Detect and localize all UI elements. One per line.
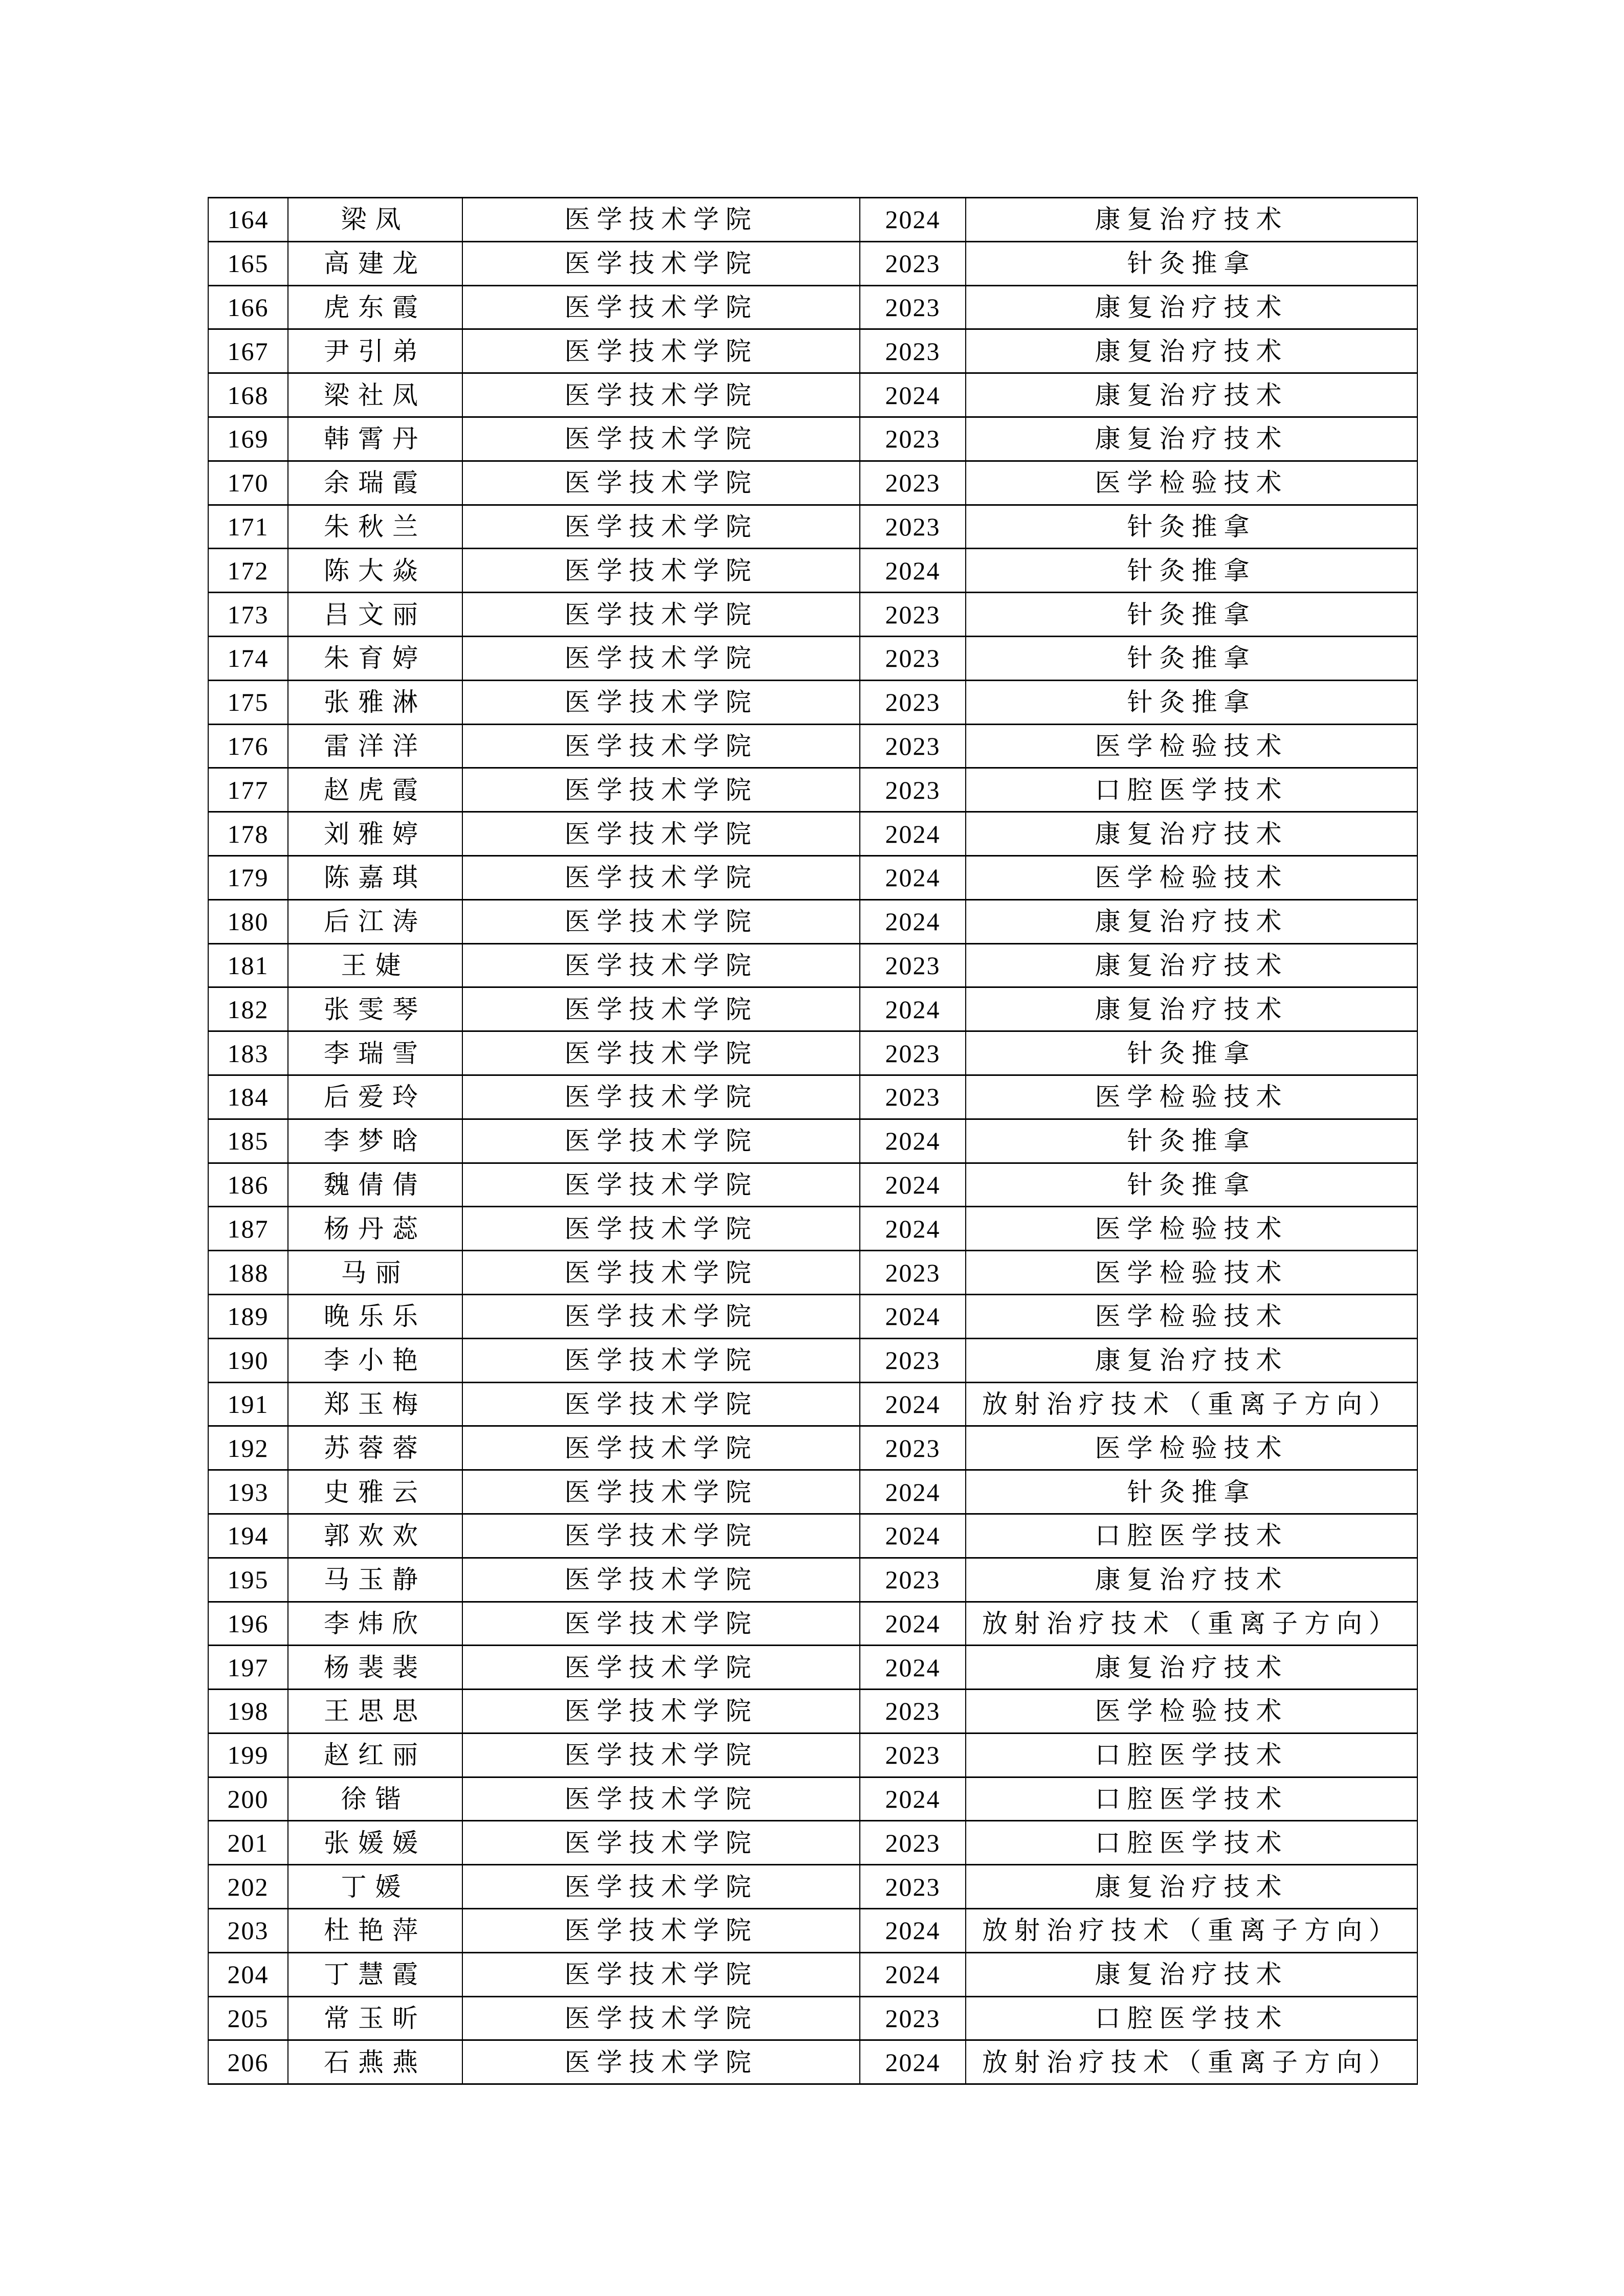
cell-year: 2023: [860, 1075, 966, 1119]
table-row: [208, 1382, 1417, 1426]
cell-name: 陈嘉琪: [288, 856, 462, 899]
cell-year: 2023: [860, 1558, 966, 1602]
cell-index: 166: [208, 285, 288, 329]
cell-name: 杨裴裴: [288, 1646, 462, 1690]
cell-college: 医学技术学院: [462, 2040, 860, 2084]
cell-major: 康复治疗技术: [966, 1952, 1417, 1996]
cell-index: 205: [208, 1996, 288, 2040]
cell-year: 2024: [860, 2040, 966, 2084]
cell-major: 针灸推拿: [966, 505, 1417, 549]
cell-year: 2023: [860, 461, 966, 505]
cell-year: 2023: [860, 1821, 966, 1865]
cell-name: 余瑞霞: [288, 461, 462, 505]
table-row: [208, 1558, 1417, 1602]
cell-major: 口腔医学技术: [966, 1777, 1417, 1821]
table-row: [208, 636, 1417, 680]
cell-college: 医学技术学院: [462, 549, 860, 593]
cell-name: 丁慧霞: [288, 1952, 462, 1996]
cell-major: 医学检验技术: [966, 1207, 1417, 1251]
cell-index: 169: [208, 417, 288, 461]
cell-college: 医学技术学院: [462, 680, 860, 724]
cell-major: 针灸推拿: [966, 1031, 1417, 1075]
cell-major: 口腔医学技术: [966, 1514, 1417, 1558]
cell-index: 206: [208, 2040, 288, 2084]
cell-major: 放射治疗技术（重离子方向）: [966, 1382, 1417, 1426]
cell-name: 郑玉梅: [288, 1382, 462, 1426]
cell-major: 医学检验技术: [966, 1075, 1417, 1119]
cell-major: 医学检验技术: [966, 1251, 1417, 1295]
cell-major: 康复治疗技术: [966, 1558, 1417, 1602]
cell-college: 医学技术学院: [462, 593, 860, 637]
cell-major: 医学检验技术: [966, 1294, 1417, 1338]
cell-college: 医学技术学院: [462, 1251, 860, 1295]
cell-major: 口腔医学技术: [966, 1996, 1417, 2040]
cell-index: 170: [208, 461, 288, 505]
table-row: [208, 549, 1417, 593]
cell-year: 2023: [860, 1865, 966, 1909]
cell-year: 2023: [860, 329, 966, 373]
cell-index: 192: [208, 1426, 288, 1470]
table-row: [208, 1470, 1417, 1514]
cell-college: 医学技术学院: [462, 1294, 860, 1338]
cell-year: 2023: [860, 505, 966, 549]
cell-college: 医学技术学院: [462, 241, 860, 285]
cell-major: 针灸推拿: [966, 636, 1417, 680]
cell-year: 2023: [860, 724, 966, 768]
table-row: [208, 1602, 1417, 1646]
cell-year: 2023: [860, 1996, 966, 2040]
cell-college: 医学技术学院: [462, 417, 860, 461]
student-roster-table: [208, 197, 1418, 2085]
cell-year: 2023: [860, 768, 966, 812]
cell-major: 康复治疗技术: [966, 1646, 1417, 1690]
cell-index: 172: [208, 549, 288, 593]
table-row: [208, 505, 1417, 549]
cell-index: 181: [208, 943, 288, 987]
cell-college: 医学技术学院: [462, 1602, 860, 1646]
cell-college: 医学技术学院: [462, 1031, 860, 1075]
cell-index: 176: [208, 724, 288, 768]
cell-major: 医学检验技术: [966, 724, 1417, 768]
cell-college: 医学技术学院: [462, 943, 860, 987]
cell-year: 2023: [860, 285, 966, 329]
cell-name: 李炜欣: [288, 1602, 462, 1646]
cell-major: 针灸推拿: [966, 1163, 1417, 1207]
cell-college: 医学技术学院: [462, 329, 860, 373]
cell-college: 医学技术学院: [462, 768, 860, 812]
cell-major: 针灸推拿: [966, 1470, 1417, 1514]
cell-name: 刘雅婷: [288, 812, 462, 856]
cell-major: 针灸推拿: [966, 593, 1417, 637]
cell-major: 口腔医学技术: [966, 1733, 1417, 1777]
cell-major: 康复治疗技术: [966, 987, 1417, 1031]
cell-college: 医学技术学院: [462, 1426, 860, 1470]
cell-year: 2023: [860, 943, 966, 987]
table-row: [208, 1294, 1417, 1338]
cell-year: 2024: [860, 856, 966, 899]
table-row: [208, 680, 1417, 724]
table-row: [208, 943, 1417, 987]
cell-major: 康复治疗技术: [966, 812, 1417, 856]
cell-name: 史雅云: [288, 1470, 462, 1514]
cell-name: 晚乐乐: [288, 1294, 462, 1338]
cell-college: 医学技术学院: [462, 1470, 860, 1514]
cell-college: 医学技术学院: [462, 1163, 860, 1207]
cell-college: 医学技术学院: [462, 198, 860, 242]
cell-major: 针灸推拿: [966, 549, 1417, 593]
cell-name: 梁凤: [288, 198, 462, 242]
cell-index: 191: [208, 1382, 288, 1426]
cell-year: 2023: [860, 1426, 966, 1470]
table-row: [208, 1909, 1417, 1953]
cell-major: 口腔医学技术: [966, 1821, 1417, 1865]
cell-college: 医学技术学院: [462, 1514, 860, 1558]
cell-index: 193: [208, 1470, 288, 1514]
cell-year: 2023: [860, 241, 966, 285]
cell-name: 雷洋洋: [288, 724, 462, 768]
table-row: [208, 241, 1417, 285]
cell-major: 医学检验技术: [966, 1426, 1417, 1470]
cell-name: 徐锴: [288, 1777, 462, 1821]
cell-major: 康复治疗技术: [966, 198, 1417, 242]
cell-name: 李小艳: [288, 1338, 462, 1382]
cell-college: 医学技术学院: [462, 899, 860, 943]
cell-major: 康复治疗技术: [966, 899, 1417, 943]
cell-year: 2023: [860, 1338, 966, 1382]
cell-name: 吕文丽: [288, 593, 462, 637]
cell-major: 康复治疗技术: [966, 329, 1417, 373]
table-row: [208, 2040, 1417, 2084]
cell-college: 医学技术学院: [462, 1207, 860, 1251]
table-row: [208, 373, 1417, 417]
cell-college: 医学技术学院: [462, 636, 860, 680]
cell-index: 183: [208, 1031, 288, 1075]
cell-index: 195: [208, 1558, 288, 1602]
cell-year: 2024: [860, 987, 966, 1031]
table-row: [208, 1251, 1417, 1295]
cell-college: 医学技术学院: [462, 373, 860, 417]
cell-index: 199: [208, 1733, 288, 1777]
table-body: [208, 198, 1417, 2084]
cell-college: 医学技术学院: [462, 1119, 860, 1163]
cell-college: 医学技术学院: [462, 856, 860, 899]
cell-index: 189: [208, 1294, 288, 1338]
cell-major: 康复治疗技术: [966, 373, 1417, 417]
cell-major: 针灸推拿: [966, 1119, 1417, 1163]
cell-college: 医学技术学院: [462, 1996, 860, 2040]
cell-name: 后江涛: [288, 899, 462, 943]
cell-index: 190: [208, 1338, 288, 1382]
cell-name: 苏蓉蓉: [288, 1426, 462, 1470]
cell-name: 后爱玲: [288, 1075, 462, 1119]
cell-name: 丁媛: [288, 1865, 462, 1909]
cell-index: 200: [208, 1777, 288, 1821]
cell-year: 2024: [860, 1909, 966, 1953]
cell-name: 赵红丽: [288, 1733, 462, 1777]
cell-year: 2023: [860, 680, 966, 724]
cell-major: 康复治疗技术: [966, 1338, 1417, 1382]
cell-index: 168: [208, 373, 288, 417]
cell-major: 医学检验技术: [966, 461, 1417, 505]
cell-college: 医学技术学院: [462, 987, 860, 1031]
cell-name: 尹引弟: [288, 329, 462, 373]
cell-year: 2023: [860, 1690, 966, 1734]
cell-year: 2023: [860, 1251, 966, 1295]
cell-index: 164: [208, 198, 288, 242]
cell-year: 2023: [860, 1031, 966, 1075]
table-row: [208, 1031, 1417, 1075]
cell-name: 石燕燕: [288, 2040, 462, 2084]
table-row: [208, 987, 1417, 1031]
cell-index: 187: [208, 1207, 288, 1251]
cell-college: 医学技术学院: [462, 1952, 860, 1996]
cell-college: 医学技术学院: [462, 1338, 860, 1382]
cell-college: 医学技术学院: [462, 1646, 860, 1690]
cell-year: 2024: [860, 899, 966, 943]
cell-name: 朱秋兰: [288, 505, 462, 549]
table-row: [208, 899, 1417, 943]
cell-index: 179: [208, 856, 288, 899]
cell-college: 医学技术学院: [462, 461, 860, 505]
cell-name: 常玉昕: [288, 1996, 462, 2040]
cell-name: 韩霄丹: [288, 417, 462, 461]
cell-name: 朱育婷: [288, 636, 462, 680]
cell-year: 2024: [860, 1514, 966, 1558]
table-row: [208, 768, 1417, 812]
cell-year: 2024: [860, 812, 966, 856]
cell-year: 2024: [860, 1646, 966, 1690]
cell-year: 2024: [860, 1382, 966, 1426]
cell-index: 194: [208, 1514, 288, 1558]
table-row: [208, 724, 1417, 768]
cell-college: 医学技术学院: [462, 285, 860, 329]
cell-year: 2024: [860, 1602, 966, 1646]
cell-name: 马丽: [288, 1251, 462, 1295]
cell-index: 167: [208, 329, 288, 373]
cell-name: 王婕: [288, 943, 462, 987]
table-row: [208, 1865, 1417, 1909]
cell-name: 李瑞雪: [288, 1031, 462, 1075]
cell-index: 182: [208, 987, 288, 1031]
table-row: [208, 1514, 1417, 1558]
cell-name: 梁社凤: [288, 373, 462, 417]
cell-major: 放射治疗技术（重离子方向）: [966, 1909, 1417, 1953]
table-row: [208, 1207, 1417, 1251]
cell-index: 185: [208, 1119, 288, 1163]
cell-college: 医学技术学院: [462, 1075, 860, 1119]
cell-index: 175: [208, 680, 288, 724]
cell-index: 201: [208, 1821, 288, 1865]
table-row: [208, 285, 1417, 329]
cell-index: 184: [208, 1075, 288, 1119]
cell-year: 2023: [860, 593, 966, 637]
cell-index: 186: [208, 1163, 288, 1207]
cell-year: 2023: [860, 636, 966, 680]
table-row: [208, 461, 1417, 505]
cell-name: 李梦晗: [288, 1119, 462, 1163]
cell-college: 医学技术学院: [462, 1909, 860, 1953]
table-row: [208, 329, 1417, 373]
table-row: [208, 1690, 1417, 1734]
cell-major: 康复治疗技术: [966, 285, 1417, 329]
cell-name: 张媛媛: [288, 1821, 462, 1865]
table-row: [208, 417, 1417, 461]
cell-name: 杜艳萍: [288, 1909, 462, 1953]
table-row: [208, 1163, 1417, 1207]
cell-index: 171: [208, 505, 288, 549]
cell-major: 放射治疗技术（重离子方向）: [966, 1602, 1417, 1646]
cell-name: 马玉静: [288, 1558, 462, 1602]
cell-index: 202: [208, 1865, 288, 1909]
cell-year: 2024: [860, 1777, 966, 1821]
cell-college: 医学技术学院: [462, 505, 860, 549]
cell-year: 2024: [860, 1207, 966, 1251]
cell-index: 203: [208, 1909, 288, 1953]
cell-name: 杨丹蕊: [288, 1207, 462, 1251]
cell-index: 177: [208, 768, 288, 812]
cell-college: 医学技术学院: [462, 724, 860, 768]
table-row: [208, 856, 1417, 899]
cell-college: 医学技术学院: [462, 1865, 860, 1909]
cell-major: 放射治疗技术（重离子方向）: [966, 2040, 1417, 2084]
table-row: [208, 1075, 1417, 1119]
cell-name: 高建龙: [288, 241, 462, 285]
cell-index: 174: [208, 636, 288, 680]
cell-year: 2024: [860, 1470, 966, 1514]
table-row: [208, 1821, 1417, 1865]
table-row: [208, 1426, 1417, 1470]
table-row: [208, 1119, 1417, 1163]
cell-index: 180: [208, 899, 288, 943]
cell-name: 王思思: [288, 1690, 462, 1734]
cell-name: 魏倩倩: [288, 1163, 462, 1207]
cell-college: 医学技术学院: [462, 1733, 860, 1777]
cell-index: 173: [208, 593, 288, 637]
cell-major: 康复治疗技术: [966, 1865, 1417, 1909]
cell-college: 医学技术学院: [462, 1777, 860, 1821]
table-row: [208, 1777, 1417, 1821]
cell-index: 196: [208, 1602, 288, 1646]
cell-major: 口腔医学技术: [966, 768, 1417, 812]
cell-year: 2023: [860, 1733, 966, 1777]
cell-year: 2023: [860, 417, 966, 461]
cell-major: 康复治疗技术: [966, 943, 1417, 987]
cell-index: 188: [208, 1251, 288, 1295]
cell-name: 张雯琴: [288, 987, 462, 1031]
cell-college: 医学技术学院: [462, 1558, 860, 1602]
cell-year: 2024: [860, 373, 966, 417]
cell-name: 赵虎霞: [288, 768, 462, 812]
cell-name: 张雅淋: [288, 680, 462, 724]
cell-name: 郭欢欢: [288, 1514, 462, 1558]
cell-major: 医学检验技术: [966, 856, 1417, 899]
cell-name: 陈大焱: [288, 549, 462, 593]
table-row: [208, 198, 1417, 242]
table-row: [208, 1952, 1417, 1996]
cell-index: 197: [208, 1646, 288, 1690]
cell-major: 针灸推拿: [966, 680, 1417, 724]
cell-college: 医学技术学院: [462, 1821, 860, 1865]
cell-college: 医学技术学院: [462, 812, 860, 856]
cell-index: 178: [208, 812, 288, 856]
table-row: [208, 593, 1417, 637]
cell-year: 2024: [860, 1952, 966, 1996]
cell-year: 2024: [860, 198, 966, 242]
table-row: [208, 812, 1417, 856]
cell-college: 医学技术学院: [462, 1690, 860, 1734]
cell-index: 198: [208, 1690, 288, 1734]
cell-college: 医学技术学院: [462, 1382, 860, 1426]
table-row: [208, 1996, 1417, 2040]
cell-index: 165: [208, 241, 288, 285]
table-row: [208, 1733, 1417, 1777]
cell-year: 2024: [860, 1163, 966, 1207]
cell-name: 虎东霞: [288, 285, 462, 329]
cell-major: 针灸推拿: [966, 241, 1417, 285]
cell-year: 2024: [860, 549, 966, 593]
cell-year: 2024: [860, 1119, 966, 1163]
table-row: [208, 1646, 1417, 1690]
cell-year: 2024: [860, 1294, 966, 1338]
cell-major: 医学检验技术: [966, 1690, 1417, 1734]
table-row: [208, 1338, 1417, 1382]
cell-index: 204: [208, 1952, 288, 1996]
cell-major: 康复治疗技术: [966, 417, 1417, 461]
